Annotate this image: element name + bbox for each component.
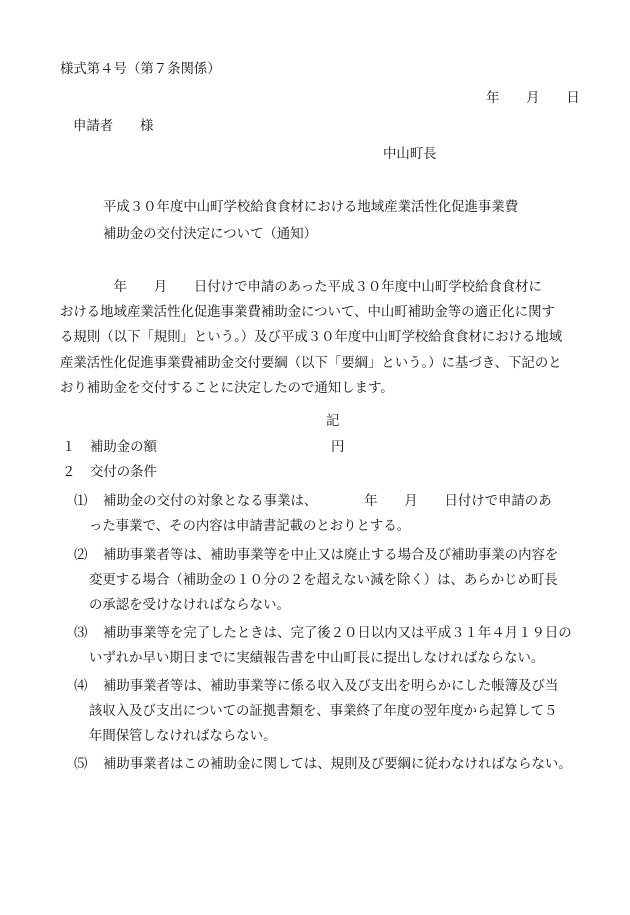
- condition-3-number: ⑶: [74, 626, 88, 641]
- title-line-1: 平成３０年度中山町学校給食食材における地域産業活性化促進事業費: [103, 200, 519, 215]
- condition-2-line-1: 補助事業者等は、補助事業等を中止又は廃止する場合及び補助事業の内容を: [103, 548, 559, 563]
- form-number: 様式第４号（第７条関係）: [60, 62, 221, 77]
- condition-1-number: ⑴: [74, 494, 88, 509]
- item-2-label: 交付の条件: [90, 465, 157, 480]
- condition-3-line-1: 補助事業等を完了したときは、完了後２０日以内又は平成３１年４月１９日の: [103, 626, 572, 641]
- body-line-1: 年 月 日付けで申請のあった平成３０年度中山町学校給食食材に: [60, 280, 542, 295]
- date-line: 年 月 日: [486, 91, 580, 106]
- item-2-number: ２: [62, 465, 76, 480]
- issuer: 中山町長: [383, 147, 437, 162]
- item-1-number: １: [62, 440, 76, 455]
- body-line-4: 産業活性化促進事業費補助金交付要綱（以下「要綱」という。）に基づき、下記のと: [60, 356, 562, 371]
- condition-3-line-2: いずれか早い期日までに実績報告書を中山町長に提出しなければならない。: [89, 651, 545, 666]
- condition-4-line-3: 年間保管しなければならない。: [89, 729, 277, 744]
- condition-2-line-3: の承認を受けなければならない。: [89, 598, 290, 613]
- body-line-5: おり補助金を交付することに決定したので通知します。: [60, 381, 394, 396]
- condition-2-number: ⑵: [74, 548, 88, 563]
- condition-2-line-2: 変更する場合（補助金の１０分の２を超えない減を除く）は、あらかじめ町長: [89, 573, 558, 588]
- body-line-2: おける地域産業活性化促進事業費補助金について、中山町補助金等の適正化に関す: [60, 305, 555, 320]
- item-1-label: 補助金の額: [90, 440, 157, 455]
- condition-5-number: ⑸: [74, 757, 88, 772]
- ki-heading: 記: [326, 414, 340, 429]
- addressee: 申請者 様: [73, 119, 154, 134]
- condition-4-number: ⑷: [74, 679, 88, 694]
- condition-1-line-1: 補助金の交付の対象となる事業は、 年 月 日付けで申請のあ: [103, 494, 552, 509]
- condition-1-line-2: った事業で、その内容は申請書記載のとおりとする。: [89, 519, 411, 534]
- condition-5-line-1: 補助事業者はこの補助金に関しては、規則及び要綱に従わなければならない。: [103, 757, 572, 772]
- body-line-3: る規則（以下「規則」という。）及び平成３０年度中山町学校給食食材における地域: [60, 330, 563, 345]
- condition-4-line-2: 該収入及び支出についての証拠書類を、事業終了年度の翌年度から起算して５: [89, 704, 558, 719]
- condition-4-line-1: 補助事業者等は、補助事業等に係る収入及び支出を明らかにした帳簿及び当: [103, 679, 559, 694]
- item-1-unit: 円: [331, 440, 345, 455]
- title-line-2: 補助金の交付決定について（通知）: [103, 227, 317, 242]
